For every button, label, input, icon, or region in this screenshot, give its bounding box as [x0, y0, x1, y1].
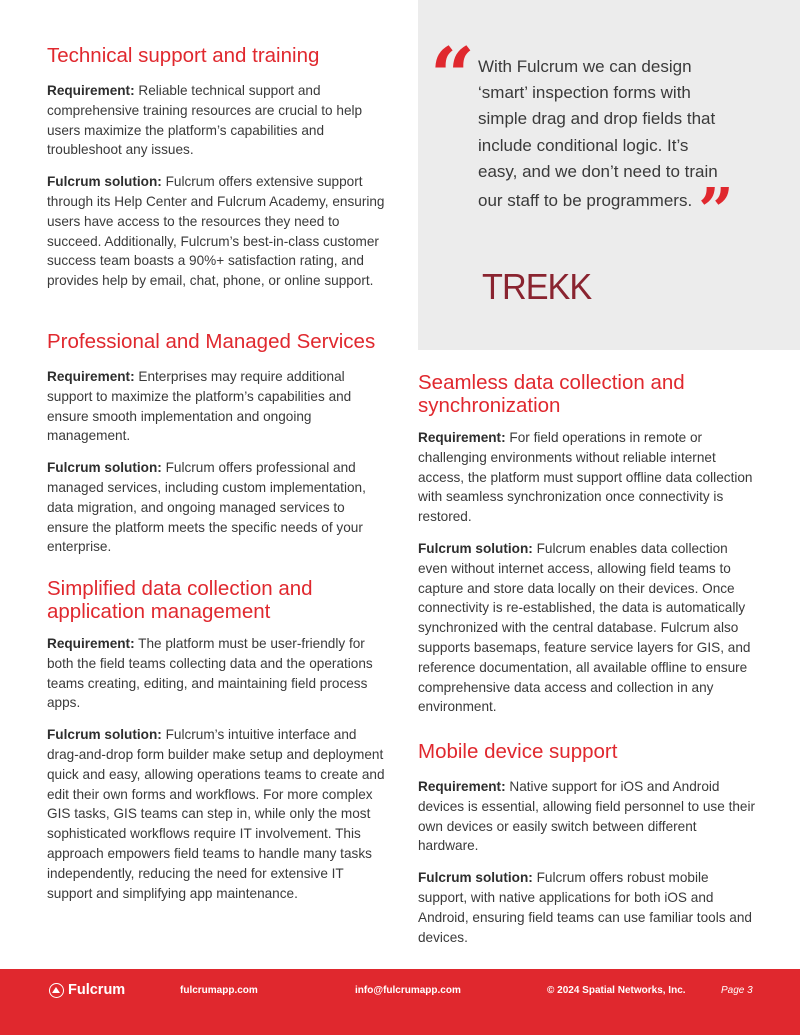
fulcrum-logo[interactable] — [49, 982, 125, 998]
requirement-paragraph — [418, 777, 758, 856]
requirement-text: Enterprises may require additional support to maximize the platform’s capabilities and ensure smooth implementation and ongoing management. — [47, 369, 352, 444]
solution-paragraph — [418, 868, 758, 947]
section-title: Professional and Managed Services — [47, 330, 376, 353]
requirement-text: Reliable technical support and comprehensive training resources are crucial to help users maximize the platform’s capabilities and troubleshoot any issues. — [47, 83, 363, 158]
open-quote-mark: “ — [430, 31, 475, 122]
solution-text: Fulcrum offers extensive support through its Help Center and Fulcrum Academy, ensuring users have access to the resources they need to succeed. Additionally, Fulcrum’s best-in-class customer success team boasts a 90%+ satisfaction rating, and provides help by email, chat, phone, or online support. — [47, 174, 385, 289]
requirement-paragraph — [47, 81, 387, 160]
section-simplified-collection — [47, 577, 387, 903]
requirement-paragraph — [47, 634, 387, 713]
testimonial-text: With Fulcrum we can design ‘smart’ inspection forms with simple drag and drop fields that include conditional logic. It’s easy, and we don’t need to train our staff to be programmers. — [478, 57, 718, 211]
solution-label: Fulcrum solution: — [47, 460, 162, 476]
requirement-text: The platform must be user-friendly for both the field teams collecting data and the operations teams creating, editing, and maintaining field process apps. — [47, 636, 373, 711]
solution-label: Fulcrum solution: — [418, 870, 533, 886]
requirement-label: Requirement: — [47, 636, 135, 651]
email-link[interactable]: info@fulcrumapp.com — [355, 985, 461, 996]
section-title: Simplified data collection and application management — [47, 577, 313, 623]
solution-paragraph — [47, 172, 387, 291]
section-title: Technical support and training — [47, 44, 320, 67]
solution-label: Fulcrum solution: — [418, 540, 533, 556]
solution-text: Fulcrum offers robust mobile support, with native applications for both iOS and Android, ensuring field teams can use familiar tools and devices. — [418, 870, 752, 945]
requirement-label: Requirement: — [418, 430, 506, 445]
close-quote-mark: ” — [698, 174, 728, 248]
requirement-text: Native support for iOS and Android devices is essential, allowing field personnel to use their own devices or easily switch between different hardware. — [418, 779, 756, 854]
section-mobile-support — [418, 740, 758, 947]
requirement-paragraph — [47, 367, 387, 446]
solution-label: Fulcrum solution: — [47, 174, 162, 190]
requirement-label: Requirement: — [47, 369, 135, 384]
fulcrum-logo-icon — [49, 983, 64, 998]
requirement-label: Requirement: — [47, 83, 135, 98]
solution-paragraph — [47, 725, 387, 903]
page-footer — [0, 969, 800, 1035]
trekk-logo: TREKK — [482, 266, 592, 307]
requirement-text: For field operations in remote or challenging environments without reliable internet access, the platform must support offline data collection with seamless synchronization once connectivity is restored. — [418, 430, 753, 525]
solution-paragraph — [418, 539, 758, 717]
requirement-label: Requirement: — [418, 779, 506, 794]
website-link[interactable]: fulcrumapp.com — [180, 985, 258, 996]
testimonial-quote — [478, 54, 728, 248]
section-seamless-sync — [418, 371, 758, 717]
section-managed-services — [47, 330, 387, 557]
copyright-text: © 2024 Spatial Networks, Inc. — [547, 985, 686, 996]
page-number: Page 3 — [721, 985, 753, 996]
solution-paragraph — [47, 458, 387, 557]
section-title: Seamless data collection and synchronization — [418, 371, 685, 417]
brand-name: Fulcrum — [68, 982, 126, 998]
solution-text: Fulcrum’s intuitive interface and drag-and-drop form builder make setup and deployment quick and easy, allowing operations teams to create and edit their own forms and workflows. For more complex GIS tasks, GIS teams can step in, while only the most sophisticated workflows require IT involvement. This approach empowers field teams to handle many tasks independently, reducing the need for extensive IT support and simplifying app maintenance. — [47, 727, 385, 901]
section-technical-support — [47, 44, 387, 291]
requirement-paragraph — [418, 428, 758, 527]
solution-text: Fulcrum offers professional and managed services, including custom implementation, data migration, and ongoing managed services to ensure the platform meets the specific needs of your enterprise. — [47, 460, 366, 555]
solution-text: Fulcrum enables data collection even without internet access, allowing field teams to capture and store data locally on their devices. Once connectivity is re-established, the data is automatically synchronized with the central database. Fulcrum also supports basemaps, feature service layers for GIS, and reference documentation, all available offline to ensure comprehensive data access and collection in any environment. — [418, 540, 751, 715]
solution-label: Fulcrum solution: — [47, 727, 162, 743]
section-title: Mobile device support — [418, 740, 618, 763]
